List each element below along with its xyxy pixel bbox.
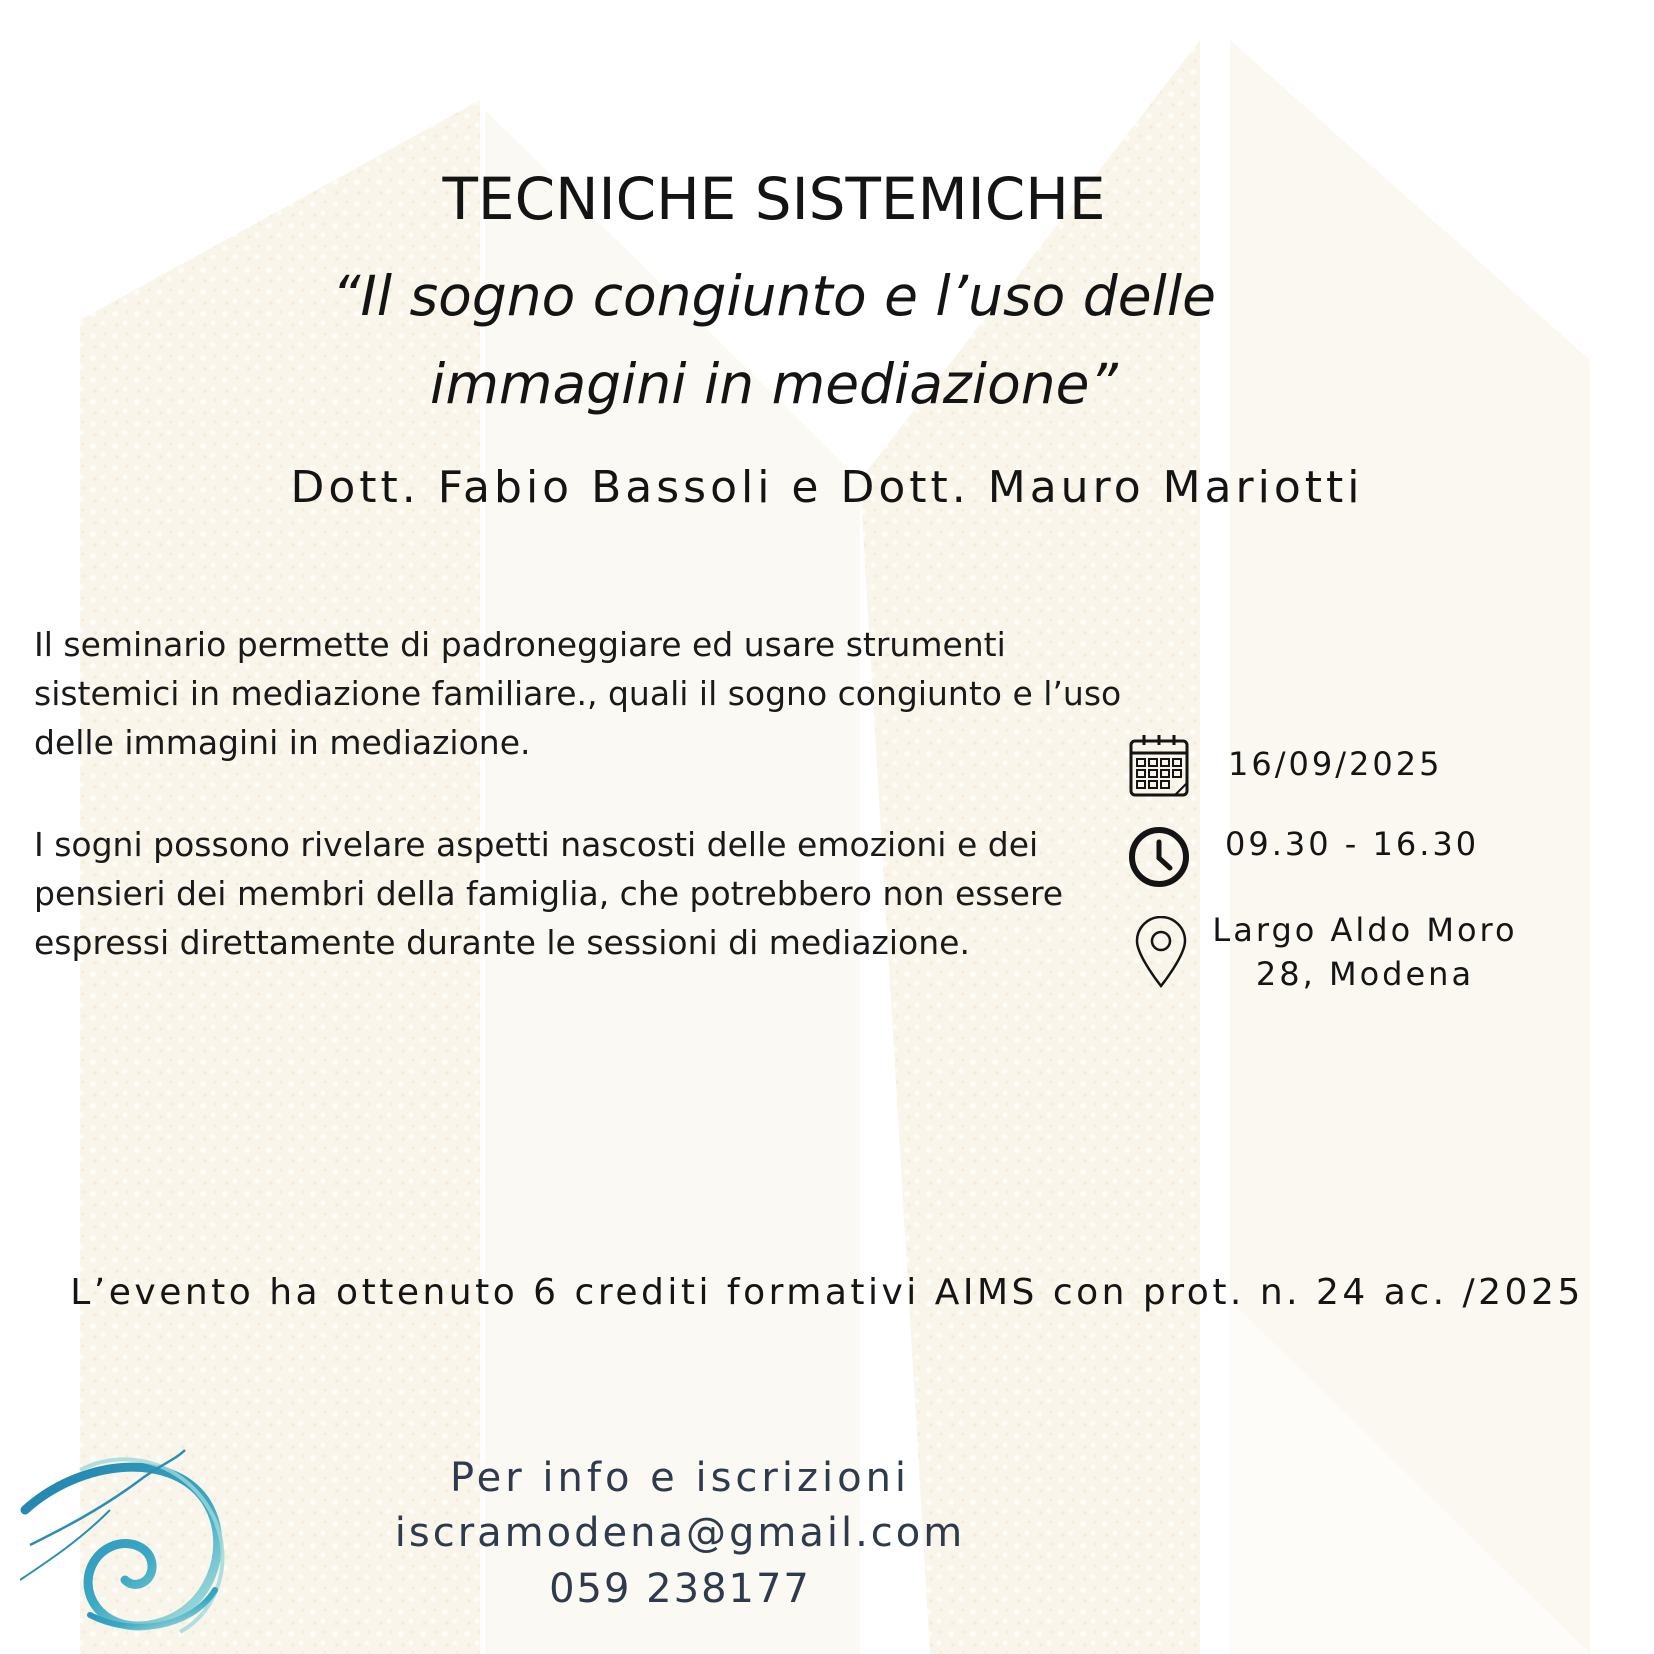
event-title: TECNICHE SISTEMICHE — [442, 165, 1106, 233]
address-line-1: Largo Aldo Moro — [1212, 911, 1518, 949]
event-time: 09.30 - 16.30 — [1225, 825, 1480, 863]
address-line-2: 28, Modena — [1255, 955, 1475, 993]
event-authors: Dott. Fabio Bassoli e Dott. Mauro Mariotti — [290, 462, 1364, 513]
contact-email[interactable]: iscramodena@gmail.com — [394, 1510, 966, 1556]
contact-phone[interactable]: 059 238177 — [549, 1566, 811, 1612]
clock-icon — [1128, 826, 1190, 888]
description-paragraph-2: I sogni possono rivelare aspetti nascosti delle emozioni e dei pensieri dei membri della famiglia, che potrebbero non essere espressi direttamente durante le sessioni di mediazione. — [34, 825, 1064, 962]
subtitle-line-1: “Il sogno congiunto e l’uso delle — [332, 264, 1216, 328]
subtitle-line-2: immagini in mediazione” — [430, 352, 1118, 416]
credits-note: L’evento ha ottenuto 6 crediti formativi AIMS con prot. n. 24 ac. /2025 — [70, 1272, 1584, 1313]
contact-heading: Per info e iscrizioni — [449, 1455, 911, 1501]
calendar-icon — [1128, 733, 1190, 799]
event-date: 16/09/2025 — [1228, 745, 1443, 783]
spiral-logo — [20, 1440, 230, 1640]
event-subtitle — [0, 252, 1548, 428]
map-pin-icon — [1134, 916, 1188, 988]
event-address — [1200, 908, 1530, 996]
description-paragraph-1: Il seminario permette di padroneggiare ed usare strumenti sistemici in mediazione familiare., quali il sogno congiunto e l’uso delle immagini in mediazione. — [34, 625, 1122, 762]
